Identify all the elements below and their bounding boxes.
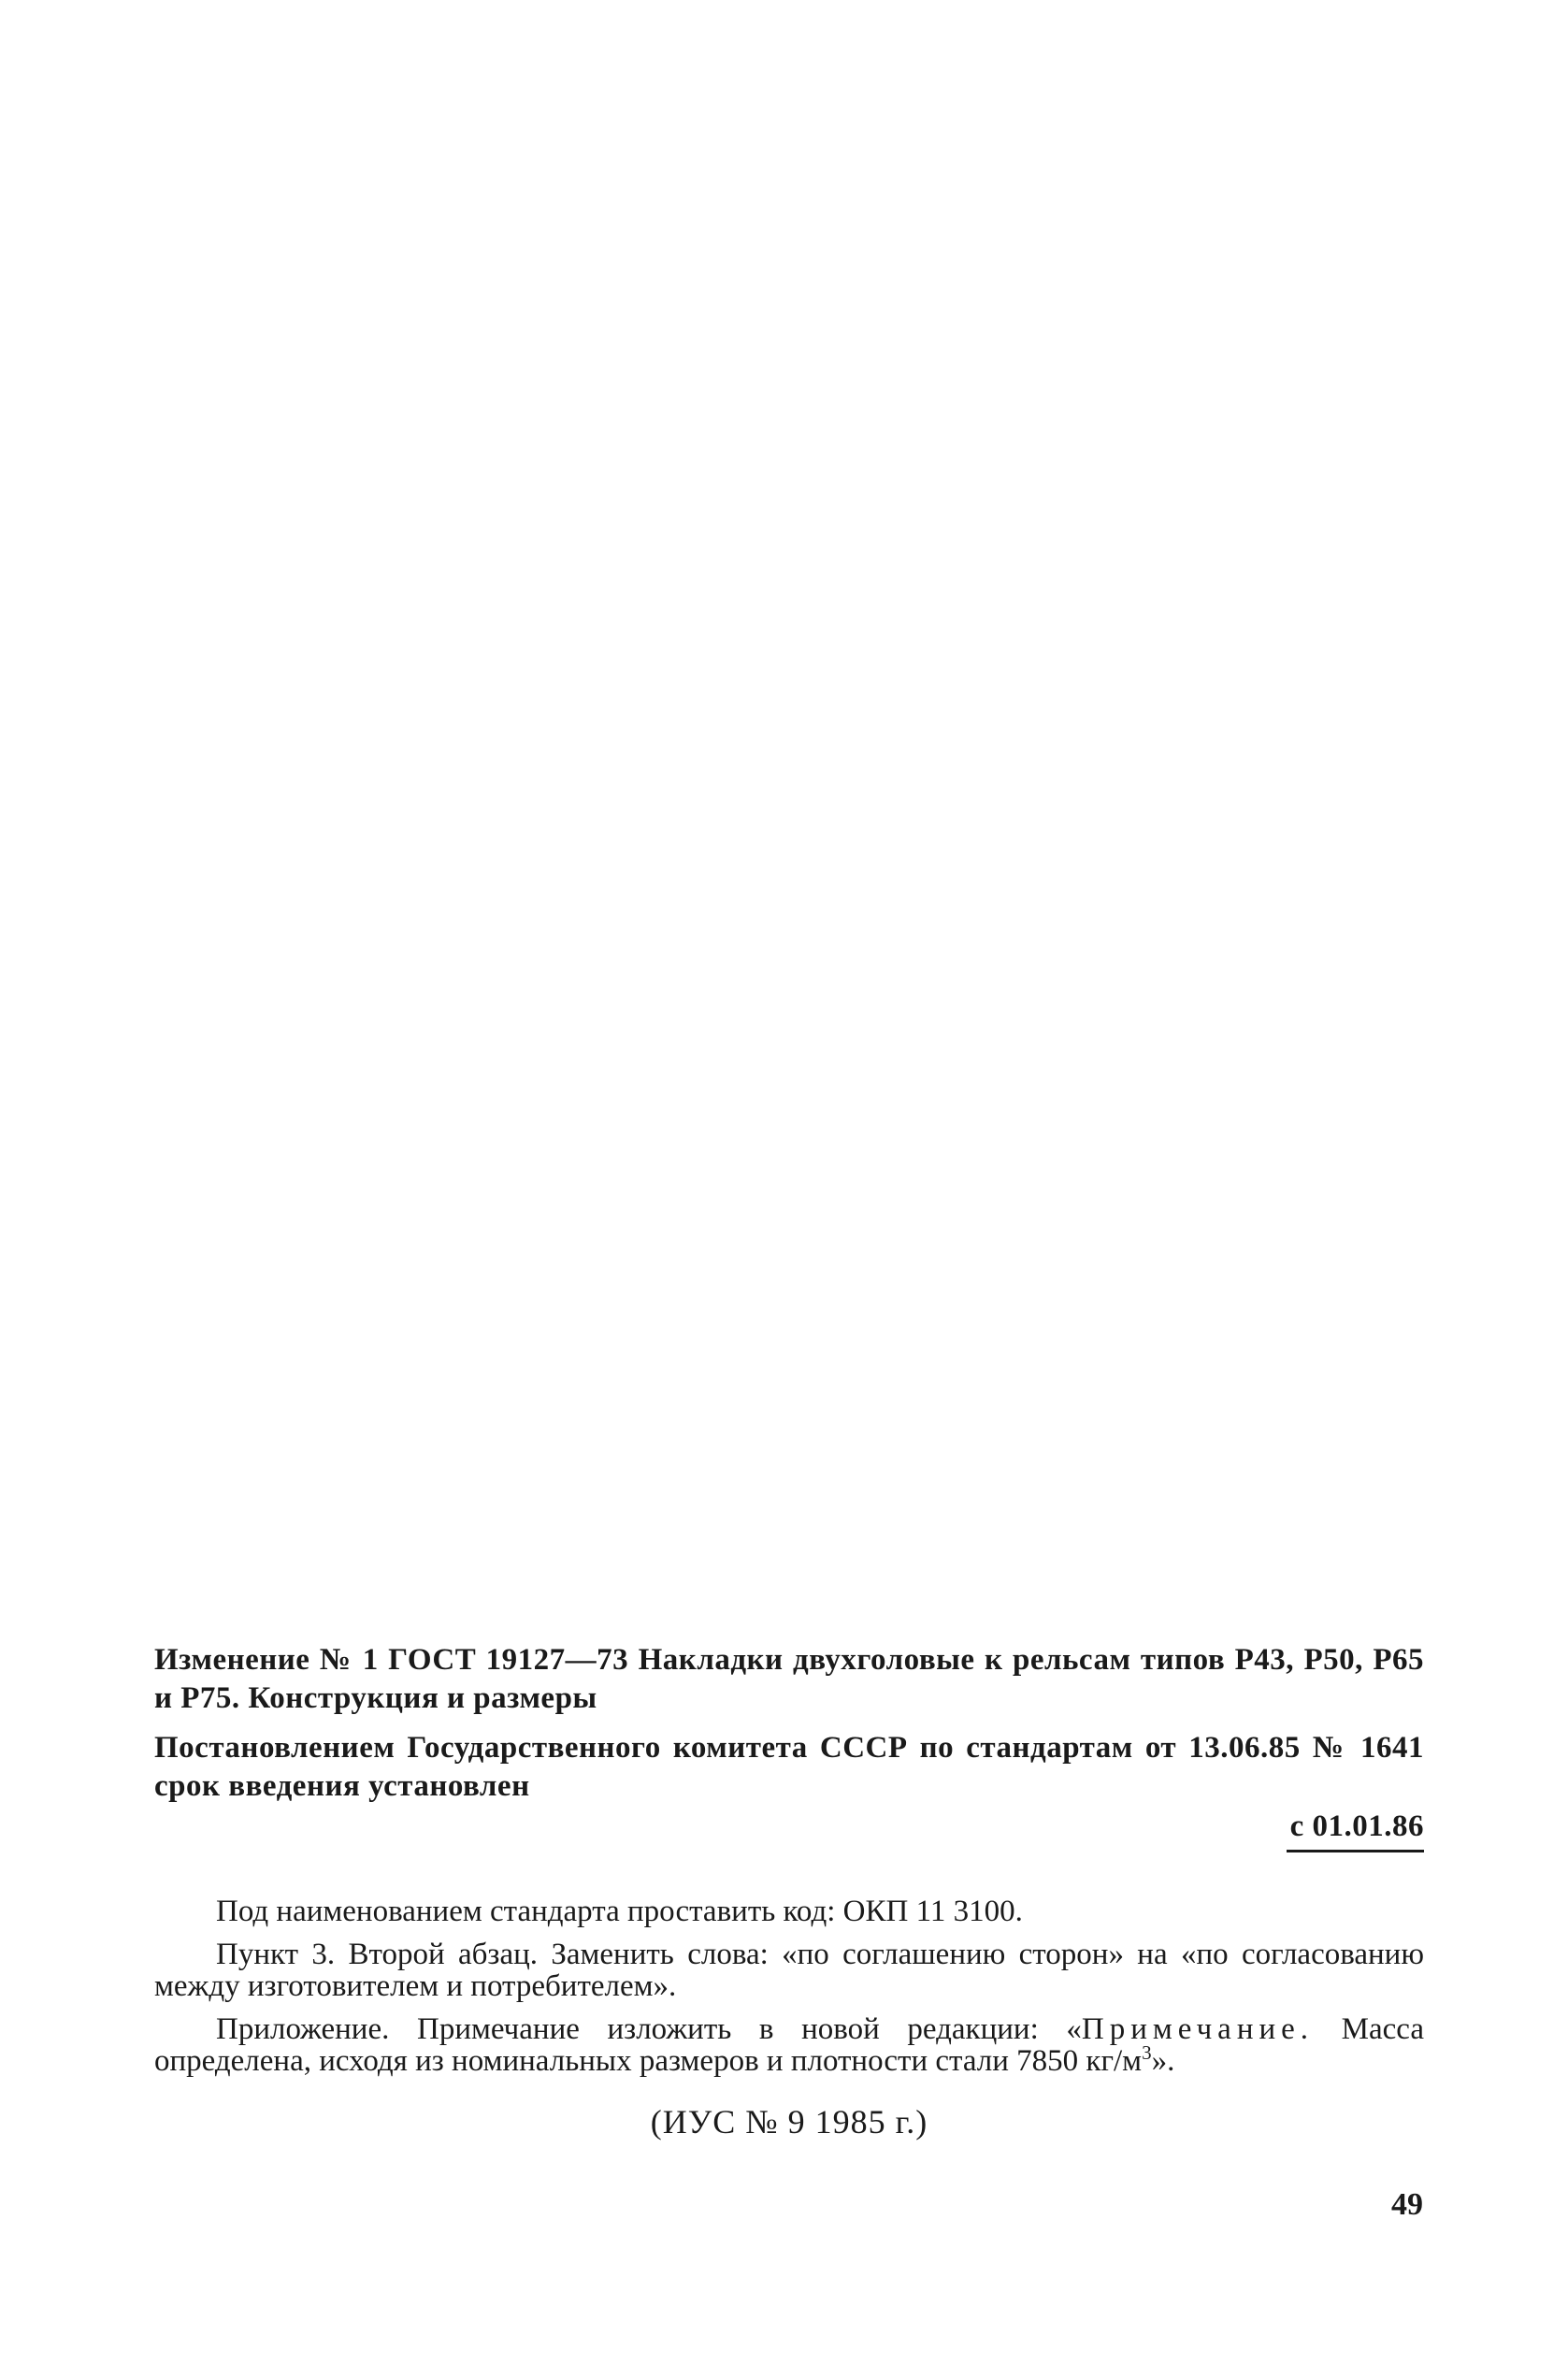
- appendix-end: ».: [1151, 2044, 1175, 2078]
- effective-date-row: [154, 1808, 1424, 1867]
- superscript-3: 3: [1142, 2041, 1152, 2064]
- paragraph-appendix-note: [154, 2013, 1424, 2077]
- appendix-tail: Масса определена, исходя из номинальных размеров и плотности стали 7850 кг/м: [154, 2012, 1425, 2078]
- effective-date: с 01.01.86: [1287, 1808, 1424, 1852]
- note-word: Примечание.: [1081, 2012, 1315, 2046]
- paragraph-clause-3: Пункт 3. Второй абзац. Заменить слова: «по соглашению сторон» на «по согласованию между изготовителем и потребителем».: [154, 1938, 1424, 2003]
- appendix-lead: Приложение. Примечание изложить в новой редакции: «: [216, 2012, 1082, 2046]
- paragraph-okp-code: Под наименованием стандарта проставить код: ОКП 11 3100.: [216, 1895, 1023, 1928]
- decree-text: Постановлением Государственного комитета СССР по стандартам от 13.06.85 № 1641 срок введения установлен: [154, 1731, 1424, 1803]
- page-number: 49: [1391, 2187, 1423, 2222]
- amendment-block: [154, 1641, 1424, 2141]
- source-reference: (ИУС № 9 1985 г.): [650, 2103, 928, 2141]
- amendment-heading: Изменение № 1 ГОСТ 19127—73 Накладки двухголовые к рельсам типов Р43, Р50, Р65 и Р75. Конструкция и размеры: [154, 1643, 1424, 1715]
